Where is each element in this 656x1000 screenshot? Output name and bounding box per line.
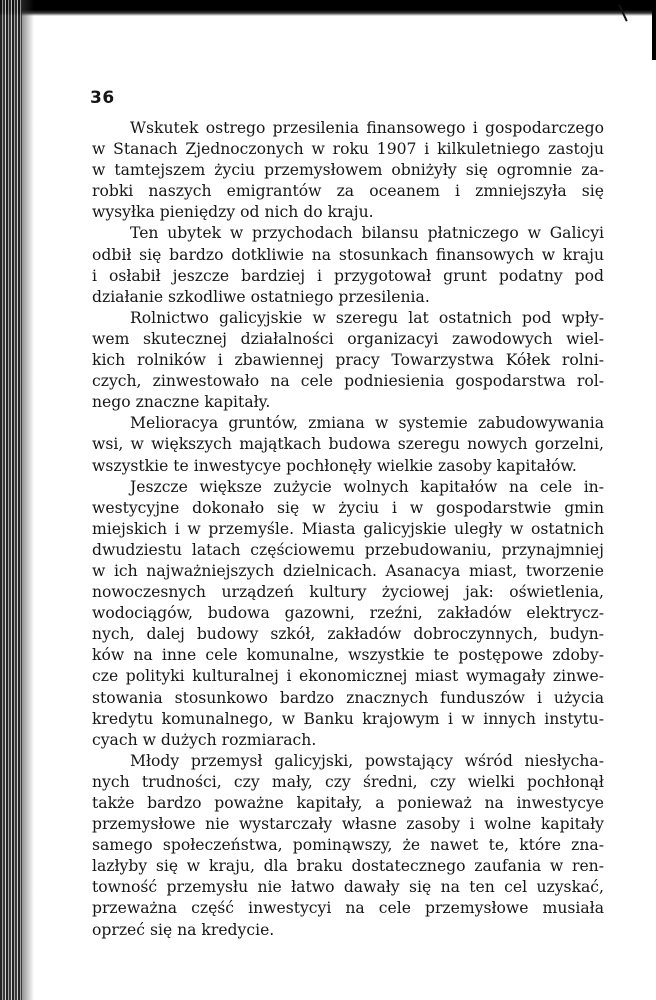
text-line: i osłabił jeszcze bardziej i przygotował grunt podatny pod xyxy=(92,266,604,285)
text-line: kredytu komunalnego, w Banku krajowym i w innych instytu- xyxy=(92,709,604,728)
text-line: towność przemysłu nie łatwo dawały się na ten cel uzyskać, xyxy=(92,878,604,897)
text-line: wodociągów, budowa gazowni, rzeźni, zakładów elektrycz- xyxy=(92,604,604,623)
text-line: oprzeć się na kredycie. xyxy=(92,920,275,939)
text-line: wem skutecznej działalności organizacyi zawodowych wiel- xyxy=(92,329,604,348)
text-line: wsi, w większych majątkach budowa szeregu nowych gorzelni, xyxy=(92,435,604,454)
text-line: Melioracya gruntów, zmiana w systemie zabudowywania xyxy=(130,414,604,433)
text-line: robki naszych emigrantów za oceanem i zmniejszyła się xyxy=(92,182,604,201)
text-line: nego znaczne kapitały. xyxy=(92,393,271,412)
page-number: 36 xyxy=(90,88,115,108)
text-line: przeważna część inwestycyi na cele przemysłowe musiała xyxy=(92,899,604,918)
text-line: dwudziestu latach częściowemu przebudowaniu, przynajmniej xyxy=(92,540,604,559)
text-line: lazłyby się w kraju, dla braku dostatecznego zaufania w ren- xyxy=(92,857,604,876)
body-text xyxy=(92,118,604,941)
text-line: przemysłowe nie wystarczały własne zasoby i wolne kapitały xyxy=(92,815,604,834)
scan-top-edge xyxy=(0,0,656,16)
text-line: cze polityki kulturalnej i ekonomicznej miast wymagały zinwe- xyxy=(92,667,604,686)
text-line: nych, dalej budowy szkół, zakładów dobroczynnych, budyn- xyxy=(92,625,604,644)
scan-right-edge xyxy=(652,0,656,60)
text-line: samego społeczeństwa, pominąwszy, że nawet te, które zna- xyxy=(92,836,604,855)
text-line: cyach w dużych rozmiarach. xyxy=(92,730,317,749)
text-line: wysyłka pieniędzy od nich do kraju. xyxy=(92,203,374,222)
text-line: Ten ubytek w przychodach bilansu płatniczego w Galicyi xyxy=(130,224,604,243)
text-line: działanie szkodliwe ostatniego przesilenia. xyxy=(92,287,430,306)
text-line: czych, zinwestowało na cele podniesienia gospodarstwa rol- xyxy=(92,372,604,391)
text-line: Jeszcze większe zużycie wolnych kapitałów na cele in- xyxy=(130,477,604,496)
text-line: westycyjne dokonało się w życiu i w gospodarstwie gmin xyxy=(92,498,604,517)
text-line: nowoczesnych urządzeń kultury życiowej jak: oświetlenia, xyxy=(92,583,604,602)
text-line: miejskich i w przemyśle. Miasta galicyjskie uległy w ostatnich xyxy=(92,519,604,538)
text-line: w ich najważniejszych dzielnicach. Asanacya miast, tworzenie xyxy=(92,561,604,580)
text-line: Wskutek ostrego przesilenia finansowego i gospodarczego xyxy=(130,119,604,137)
spine-shadow xyxy=(22,0,34,1000)
text-line: Młody przemysł galicyjski, powstający wśród niesłycha- xyxy=(130,751,604,770)
text-line: w Stanach Zjednoczonych w roku 1907 i kilkuletniego zastoju xyxy=(92,140,604,159)
text-line: kich rolników i zbawiennej pracy Towarzystwa Kółek rolni- xyxy=(92,351,604,370)
text-line: wszystkie te inwestycye pochłonęły wielkie zasoby kapitałów. xyxy=(92,456,577,475)
text-line: ków na inne cele komunalne, wszystkie te postępowe zdoby- xyxy=(92,646,604,665)
book-spine-edge xyxy=(0,0,22,1000)
text-line: w tamtejszem życiu przemysłowem obniżyły się ogromnie za- xyxy=(92,161,604,180)
text-line: stowania stosunkowo bardzo znacznych funduszów i użycia xyxy=(92,688,604,707)
text-line: Rolnictwo galicyjskie w szeregu lat ostatnich pod wpły- xyxy=(130,308,604,327)
text-line: nych trudności, czy mały, czy średni, czy wielki pochłonął xyxy=(92,772,604,791)
text-line: także bardzo poważne kapitały, a ponieważ na inwestycye xyxy=(92,794,604,812)
text-line: odbił się bardzo dotkliwie na stosunkach finansowych w kraju xyxy=(92,245,604,264)
